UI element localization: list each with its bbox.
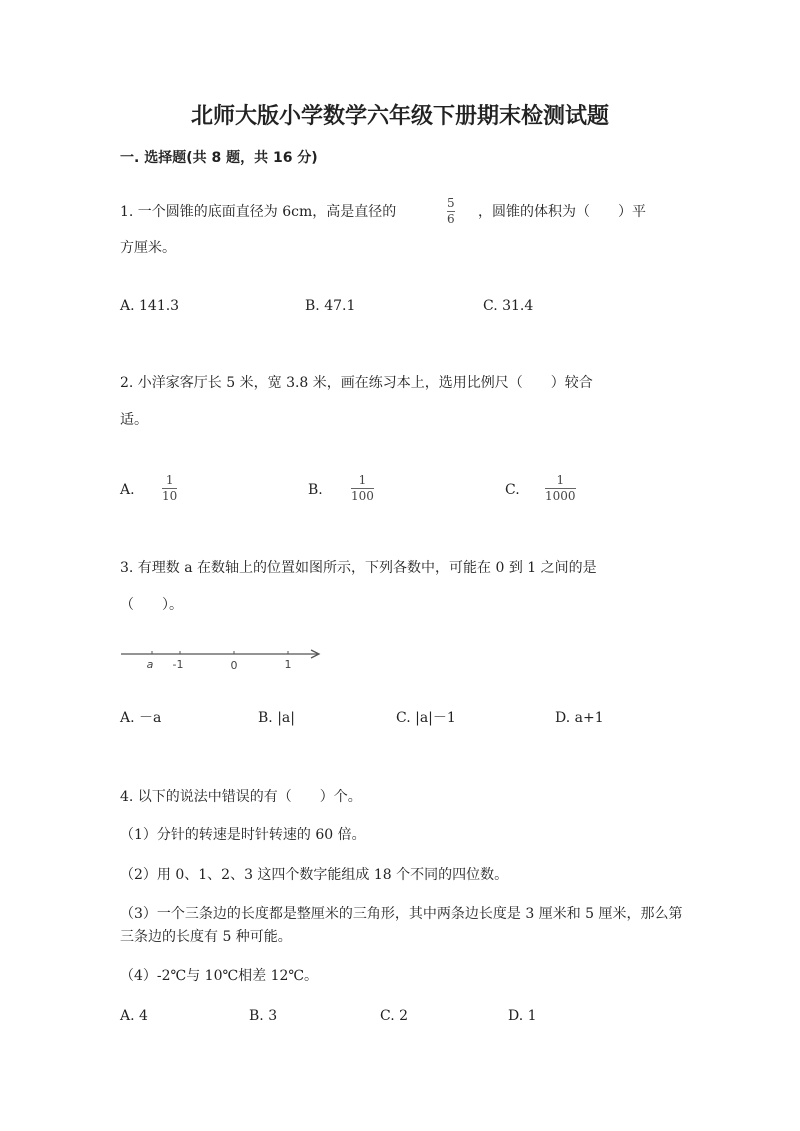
q1-option-c: C. 31.4 [483,298,534,314]
tick-label-0: 0 [230,659,238,672]
q4-option-b: B. 3 [249,1008,278,1024]
fraction-denominator: 100 [351,489,374,503]
q1-option-b: B. 47.1 [305,298,356,314]
q2-option-b-label: B. [308,482,323,498]
q1-text-cont: ，圆锥的体积为（ ）平 [478,204,646,220]
fraction-denominator: 1000 [545,489,576,503]
q2-text-line2: 适。 [120,412,148,428]
q2-option-a-label: A. [120,482,135,498]
fraction-denominator: 6 [447,212,455,226]
q4-option-c: C. 2 [380,1008,409,1024]
q4-item-4: （4）-2℃与 10℃相差 12℃。 [120,968,319,984]
q2-option-a-fraction [162,474,177,503]
q3-text: 3. 有理数 a 在数轴上的位置如图所示，下列各数中，可能在 0 到 1 之间的是 [120,560,597,576]
fraction-numerator: 1 [165,473,174,487]
q1-text-line2: 方厘米。 [120,240,176,256]
q4-text: 4. 以下的说法中错误的有（ ）个。 [120,789,362,805]
q4-item-1: （1）分针的转速是时针转速的 60 倍。 [120,827,366,843]
fraction-numerator: 1 [556,473,565,487]
fraction-numerator: 1 [358,473,367,487]
tick-label-1: 1 [284,658,292,671]
section-heading: 一. 选择题(共 8 题，共 16 分) [120,150,318,166]
q2-option-b-fraction [351,474,374,503]
q3-option-a: A. －a [120,710,162,726]
tick-label-neg1: -1 [172,658,184,671]
q2-text: 2. 小洋家客厅长 5 米，宽 3.8 米，画在练习本上，选用比例尺（ ）较合 [120,375,593,391]
page-title: 北师大版小学数学六年级下册期末检测试题 [190,104,609,129]
q4-option-d: D. 1 [508,1008,537,1024]
q2-option-c-label: C. [505,482,520,498]
fraction-denominator: 10 [162,489,178,503]
q3-text-line2: （ ）。 [120,597,183,613]
q4-option-a: A. 4 [120,1008,148,1024]
q1-fraction [447,197,455,226]
q1-text: 1. 一个圆锥的底面直径为 6cm，高是直径的 [120,204,397,220]
q2-option-c-fraction [545,474,576,503]
q4-item-2: （2）用 0、1、2、3 这四个数字能组成 18 个不同的四位数。 [120,867,509,883]
q1-option-a: A. 141.3 [120,298,180,314]
q3-option-b: B. |a| [258,710,295,726]
q4-item-3: （3）一个三条边的长度都是整厘米的三角形，其中两条边长度是 3 厘米和 5 厘米，那么第三条边的长度有 5 种可能。 [120,906,683,945]
q3-option-d: D. a+1 [555,710,604,726]
number-line [118,640,328,675]
q3-option-c: C. |a|－1 [396,710,456,726]
tick-label-a: a [146,658,154,671]
fraction-numerator: 5 [447,196,455,210]
